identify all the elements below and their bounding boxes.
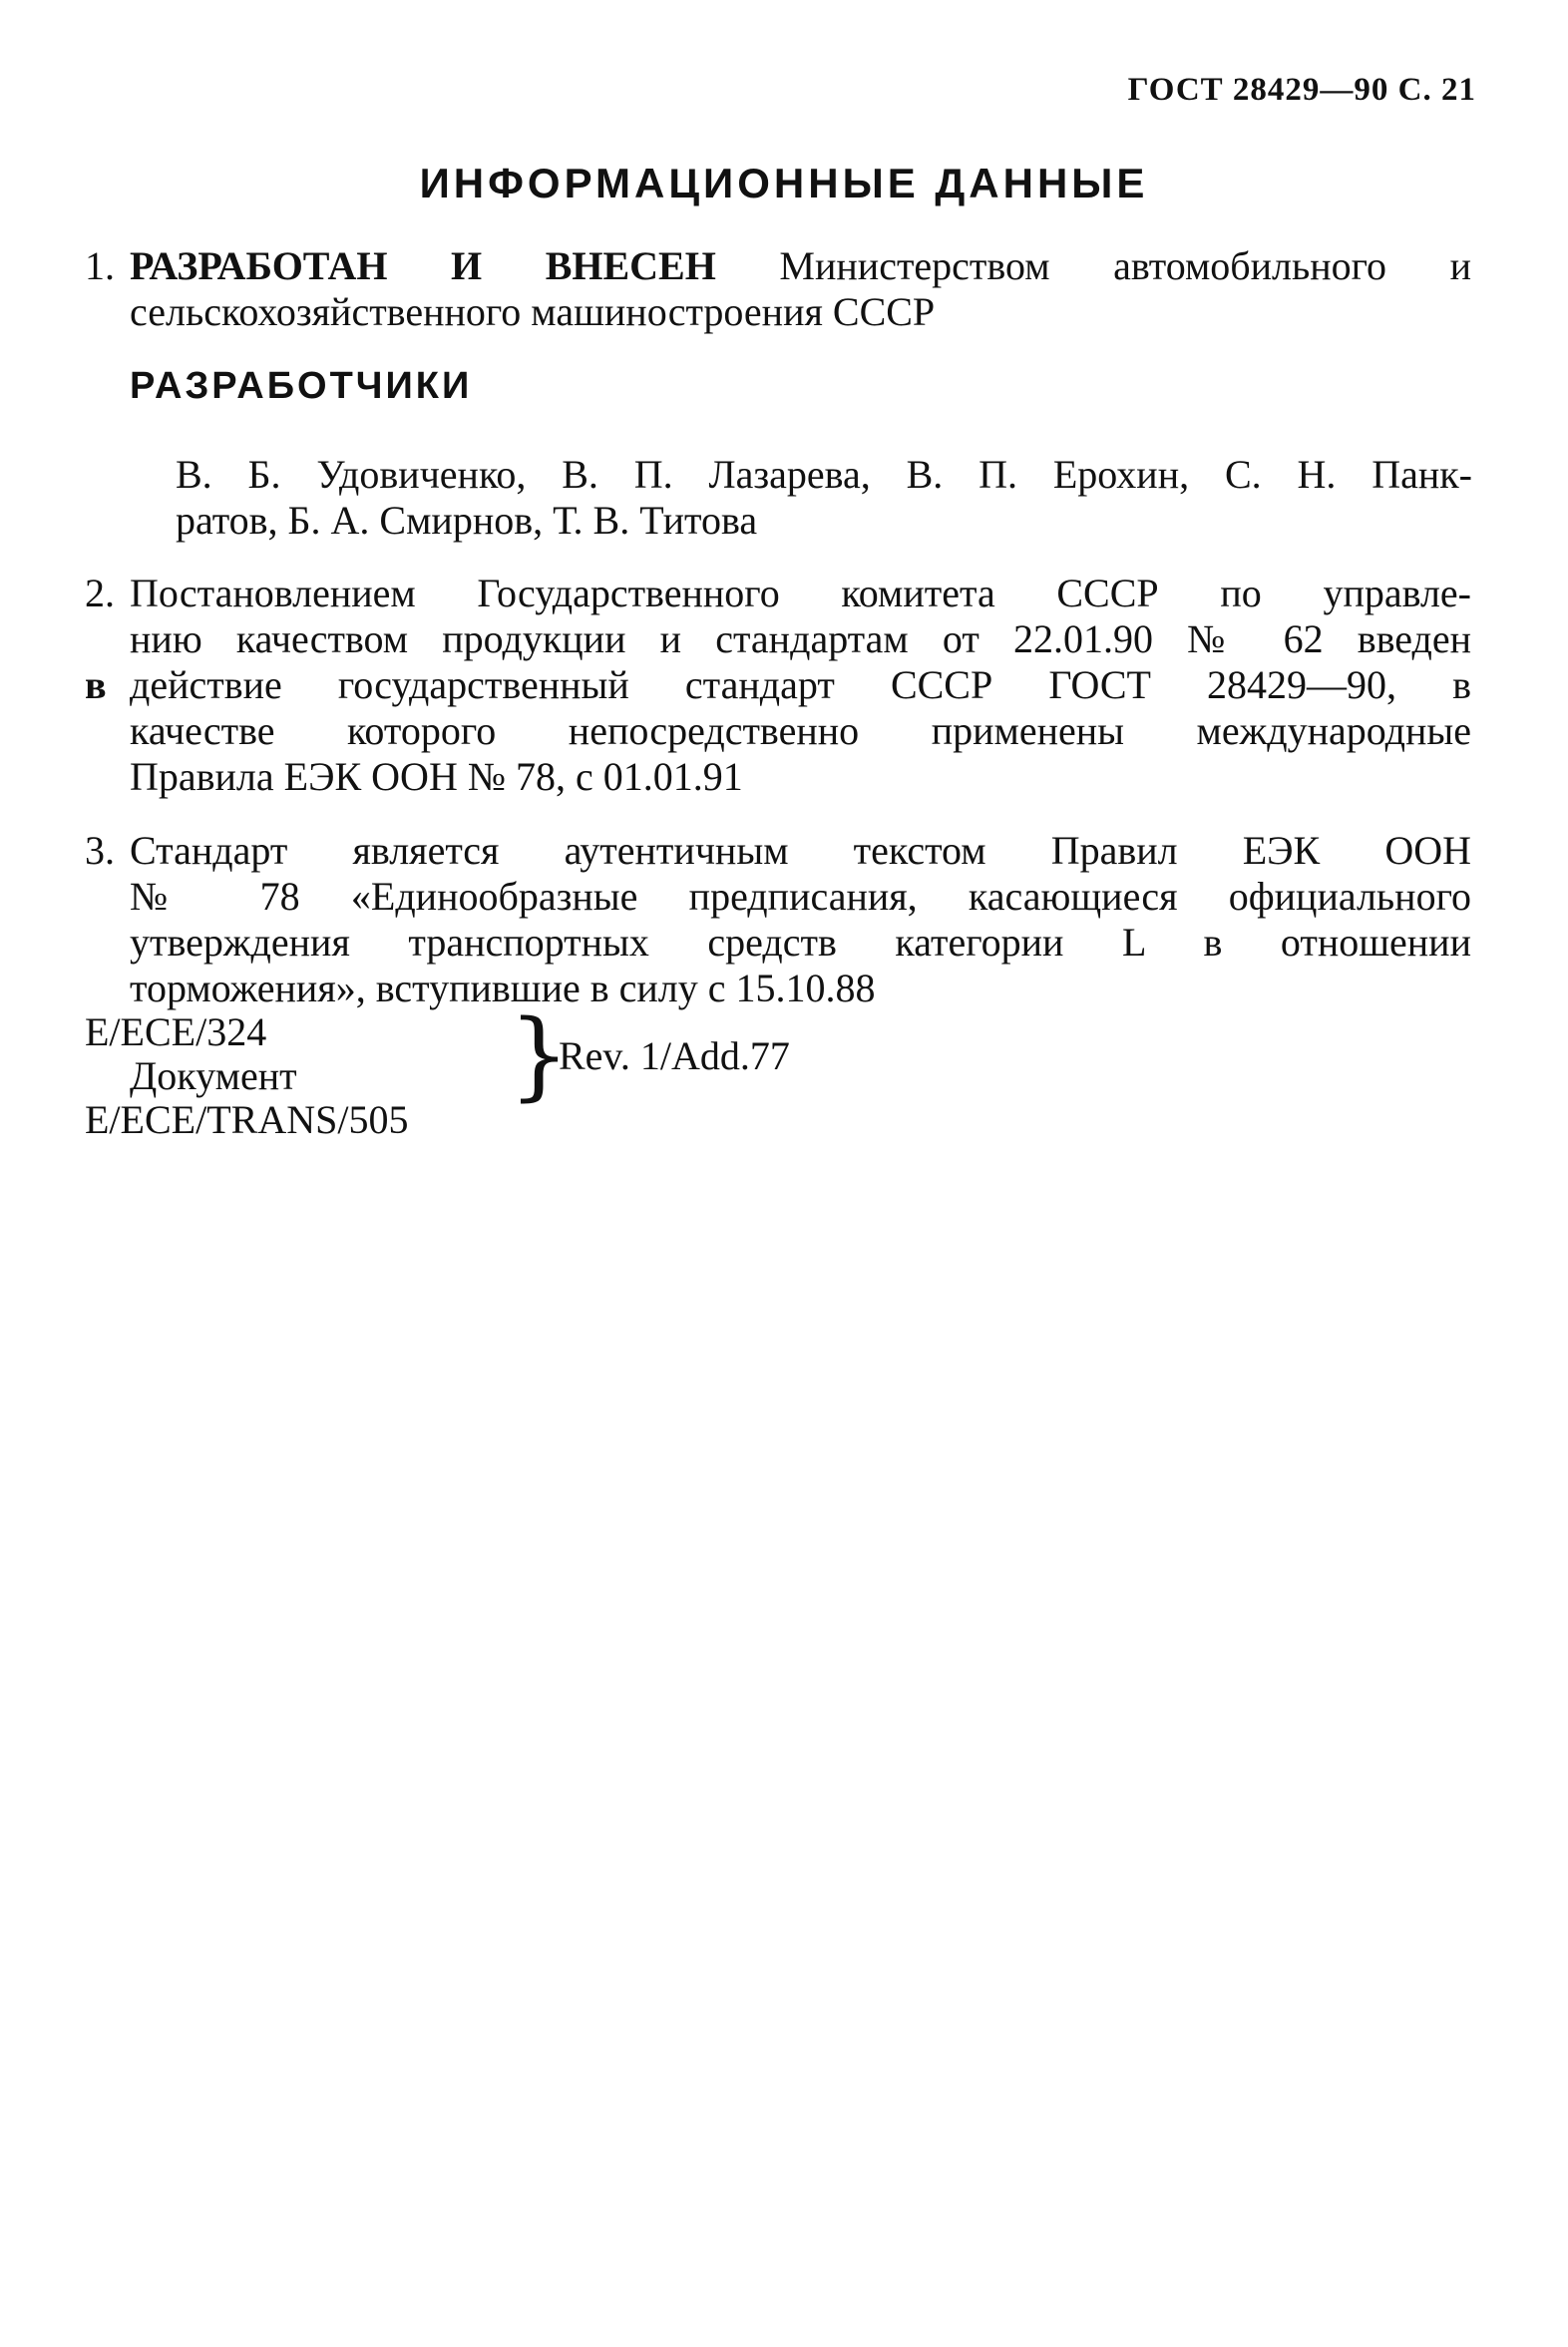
item-1-rest-text: Министерством автомобильного и: [779, 243, 1471, 288]
page-header: ГОСТ 28429—90 С. 21: [1127, 72, 1476, 108]
item-3-number: 3.: [85, 828, 115, 873]
item-3-line: Стандарт является аутентичным текстом Правил ЕЭК ООН: [130, 828, 1471, 873]
item-3-line: торможения», вступившие в силу с 15.10.88: [130, 966, 876, 1010]
item-2-number: 2.: [85, 571, 115, 615]
item-2-line: Правила ЕЭК ООН № 78, с 01.01.91: [130, 754, 743, 799]
developers-heading: РАЗРАБОТЧИКИ: [130, 365, 473, 407]
item-3-line: утверждения транспортных средств категории L в отношении: [130, 920, 1471, 965]
developers-list: [176, 452, 1472, 544]
item-2-margin-mark: в: [85, 662, 107, 707]
item-3-paragraph: [130, 828, 1471, 1011]
item-2-line: Постановлением Государственного комитета СССР по управле-: [130, 571, 1471, 615]
item-1-line-1: [130, 243, 1471, 289]
item-1-line-2: сельскохозяйственного машиностроения СССР: [130, 289, 936, 334]
developers-line-2: ратов, Б. А. Смирнов, Т. В. Титова: [176, 498, 758, 543]
reference-ece-324: E/ECE/324: [85, 1009, 267, 1054]
item-1-number: 1.: [85, 243, 115, 288]
reference-revision: Rev. 1/Add.77: [559, 1033, 790, 1078]
item-2-line: действие государственный стандарт СССР ГОСТ 28429—90, в: [130, 662, 1471, 707]
page-title: ИНФОРМАЦИОННЫЕ ДАННЫЕ: [419, 160, 1149, 206]
curly-brace: }: [509, 999, 571, 1111]
reference-document-label: Документ: [130, 1053, 297, 1098]
item-2-paragraph: [130, 571, 1471, 800]
item-3-line: № 78 «Единообразные предписания, касающиеся официального: [130, 874, 1471, 919]
item-1-bold-text: РАЗРАБОТАН И ВНЕСЕН: [130, 243, 716, 288]
reference-ece-trans-505: E/ECE/TRANS/505: [85, 1097, 409, 1142]
item-2-line: нию качеством продукции и стандартам от 22.01.90 № 62 введен: [130, 616, 1471, 661]
developers-line-1: В. Б. Удовиченко, В. П. Лазарева, В. П. Ерохин, С. Н. Панк-: [176, 452, 1472, 497]
item-2-line: качестве которого непосредственно применены международные: [130, 708, 1471, 753]
